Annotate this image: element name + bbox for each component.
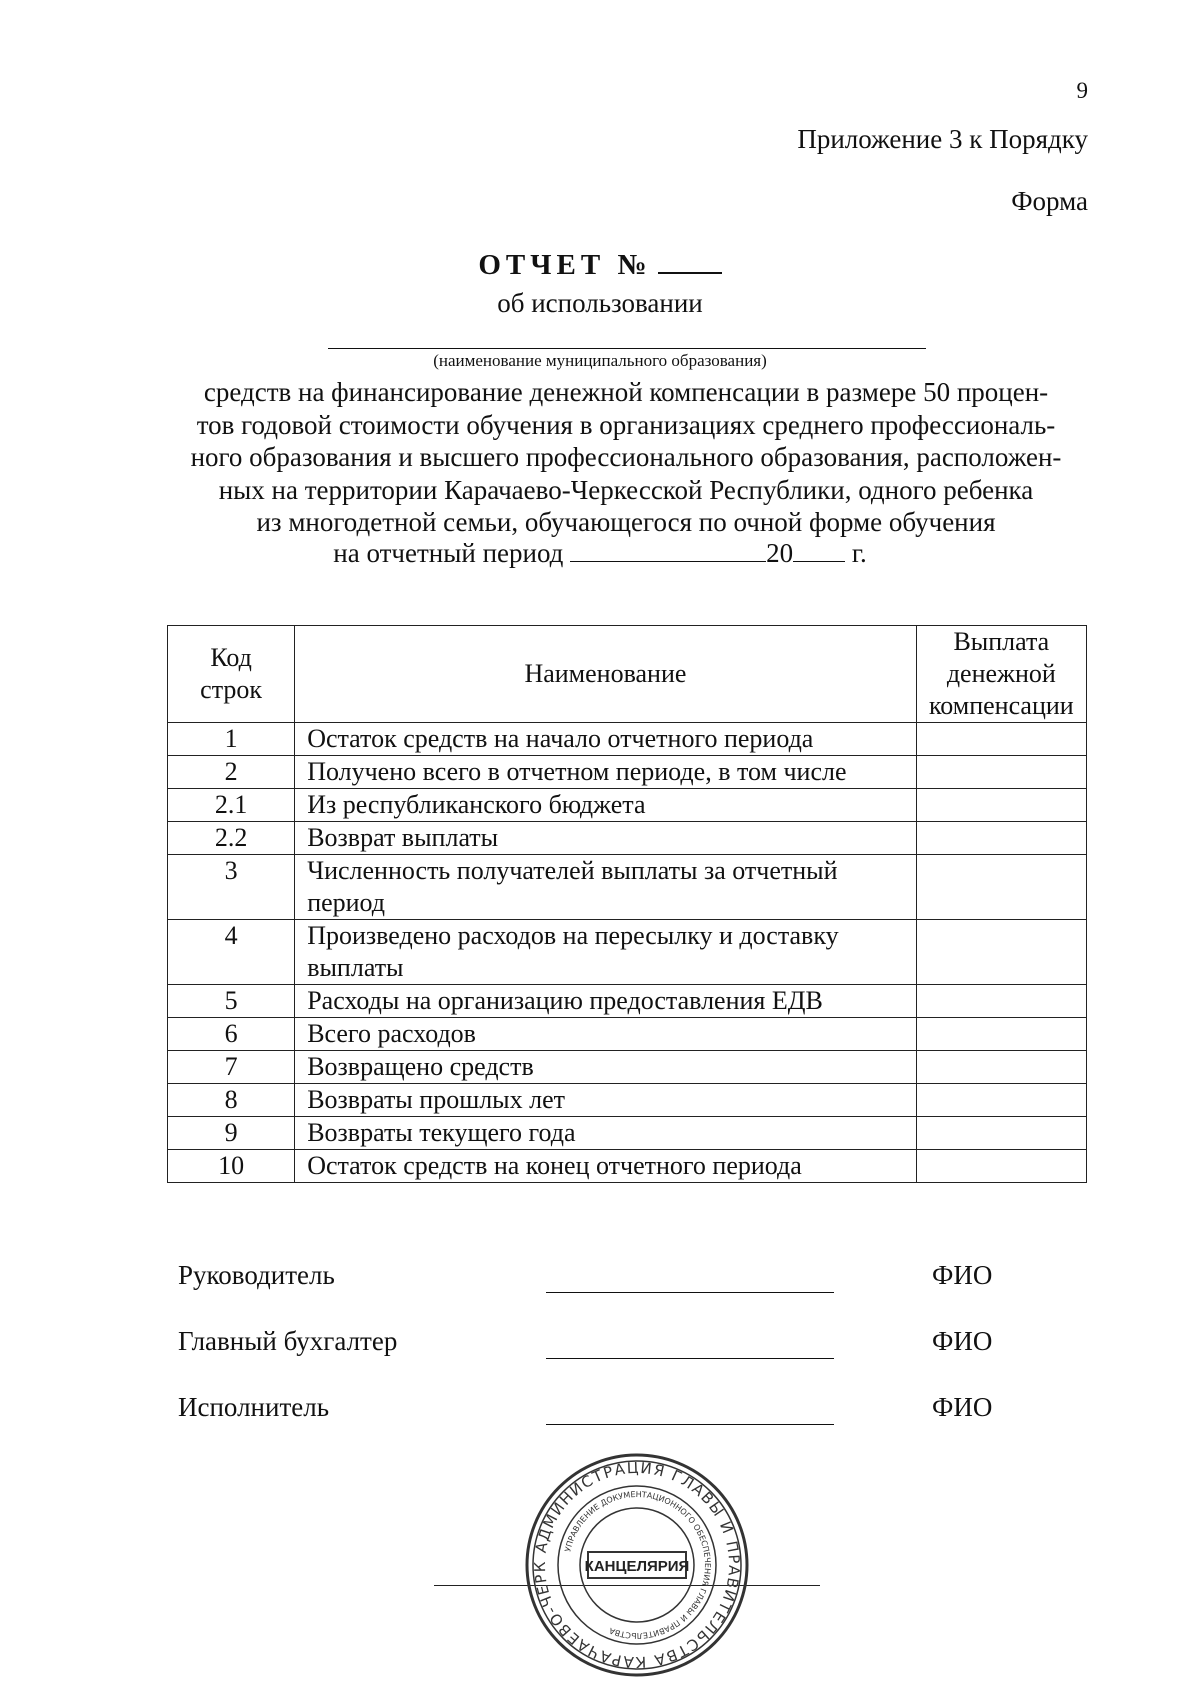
signature-line-executor[interactable]	[546, 1424, 834, 1425]
row-name: Произведено расходов на пересылку и доставку выплаты	[295, 920, 916, 985]
row-name: Численность получателей выплаты за отчетный период	[295, 855, 916, 920]
stamp-inner-text: УПРАВЛЕНИЕ ДОКУМЕНТАЦИОННОГО ОБЕСПЕЧЕНИЯ ГЛАВЫ И ПРАВИТЕЛЬСТВА	[563, 1489, 713, 1641]
report-number-blank[interactable]	[658, 248, 722, 274]
table-header-row	[168, 626, 1087, 723]
stamp-center-text: КАНЦЕЛЯРИЯ	[584, 1558, 690, 1575]
row-payment-cell[interactable]	[916, 1150, 1086, 1183]
row-code: 5	[168, 985, 295, 1018]
row-name: Из республиканского бюджета	[295, 789, 916, 822]
table-row	[168, 723, 1087, 756]
appendix-reference: Приложение 3 к Порядку	[797, 124, 1088, 154]
row-code: 2.2	[168, 822, 295, 855]
row-code: 3	[168, 855, 295, 920]
row-name: Возвраты текущего года	[295, 1117, 916, 1150]
row-code: 10	[168, 1150, 295, 1183]
purpose-line: из многодетной семьи, обучающегося по очной форме обучения	[256, 507, 996, 537]
signature-role-executor: Исполнитель	[178, 1392, 330, 1422]
row-payment-cell[interactable]	[916, 1051, 1086, 1084]
row-payment-cell[interactable]	[916, 723, 1086, 756]
row-name: Возвраты прошлых лет	[295, 1084, 916, 1117]
row-name: Остаток средств на начало отчетного периода	[295, 723, 916, 756]
row-code: 2	[168, 756, 295, 789]
table-row	[168, 789, 1087, 822]
row-payment-cell[interactable]	[916, 756, 1086, 789]
report-purpose	[160, 376, 1092, 539]
row-name: Возврат выплаты	[295, 822, 916, 855]
table-row	[168, 920, 1087, 985]
table-row	[168, 1117, 1087, 1150]
row-code: 1	[168, 723, 295, 756]
row-name: Получено всего в отчетном периоде, в том числе	[295, 756, 916, 789]
row-code: 6	[168, 1018, 295, 1051]
municipality-blank-line[interactable]	[328, 348, 926, 349]
signature-line-head[interactable]	[546, 1292, 834, 1293]
row-payment-cell[interactable]	[916, 789, 1086, 822]
header-name: Наименование	[295, 626, 916, 723]
header-code: Код строк	[168, 626, 295, 723]
purpose-line: ных на территории Карачаево-Черкесской Республики, одного ребенка	[218, 474, 1034, 505]
row-code: 7	[168, 1051, 295, 1084]
row-name: Остаток средств на конец отчетного периода	[295, 1150, 916, 1183]
row-code: 2.1	[168, 789, 295, 822]
row-payment-cell[interactable]	[916, 1084, 1086, 1117]
row-payment-cell[interactable]	[916, 920, 1086, 985]
report-table	[167, 625, 1087, 1183]
row-code: 4	[168, 920, 295, 985]
purpose-line: ного образования и высшего профессионального образования, расположен-	[190, 442, 1062, 472]
period-year-blank[interactable]	[793, 539, 845, 562]
official-stamp	[524, 1452, 750, 1678]
stamp-outer-text: АДМИНИСТРАЦИЯ ГЛАВЫ И ПРАВИТЕЛЬСТВА КАРАЧАЕВО-ЧЕРК	[530, 1458, 744, 1672]
report-subtitle: об использовании	[497, 288, 703, 318]
row-code: 9	[168, 1117, 295, 1150]
table-row	[168, 855, 1087, 920]
table-row	[168, 756, 1087, 789]
row-name: Расходы на организацию предоставления ЕДВ	[295, 985, 916, 1018]
report-title-text: ОТЧЕТ №	[478, 249, 652, 281]
row-payment-cell[interactable]	[916, 855, 1086, 920]
row-name: Возвращено средств	[295, 1051, 916, 1084]
table-row	[168, 822, 1087, 855]
header-payment: Выплата денежной компенсации	[916, 626, 1086, 723]
table-row	[168, 1018, 1087, 1051]
signature-role-accountant: Главный бухгалтер	[178, 1326, 398, 1356]
purpose-line: тов годовой стоимости обучения в организациях среднего профессиональ-	[196, 409, 1056, 440]
stamp-seal-icon	[524, 1452, 750, 1678]
signature-role-head: Руководитель	[178, 1260, 335, 1290]
signature-line-accountant[interactable]	[546, 1358, 834, 1359]
row-name: Всего расходов	[295, 1018, 916, 1051]
signature-fio-executor: ФИО	[932, 1392, 993, 1422]
signature-fio-head: ФИО	[932, 1260, 993, 1290]
row-payment-cell[interactable]	[916, 822, 1086, 855]
row-payment-cell[interactable]	[916, 985, 1086, 1018]
row-payment-cell[interactable]	[916, 1117, 1086, 1150]
form-label: Форма	[1011, 186, 1088, 216]
period-blank[interactable]	[570, 539, 766, 562]
table-row	[168, 1051, 1087, 1084]
period-year-prefix: 20	[766, 538, 794, 568]
purpose-line: средств на финансирование денежной компенсации в размере 50 процен-	[203, 377, 1049, 407]
municipality-caption: (наименование муниципального образования)	[433, 351, 767, 370]
table-row	[168, 1150, 1087, 1183]
table-row	[168, 985, 1087, 1018]
table-row	[168, 1084, 1087, 1117]
page-number: 9	[1076, 78, 1088, 103]
report-title	[0, 248, 1200, 282]
reporting-period	[0, 538, 1200, 569]
row-code: 8	[168, 1084, 295, 1117]
row-payment-cell[interactable]	[916, 1018, 1086, 1051]
period-prefix: на отчетный период	[333, 538, 564, 568]
period-suffix: г.	[851, 538, 867, 568]
signature-fio-accountant: ФИО	[932, 1326, 993, 1356]
